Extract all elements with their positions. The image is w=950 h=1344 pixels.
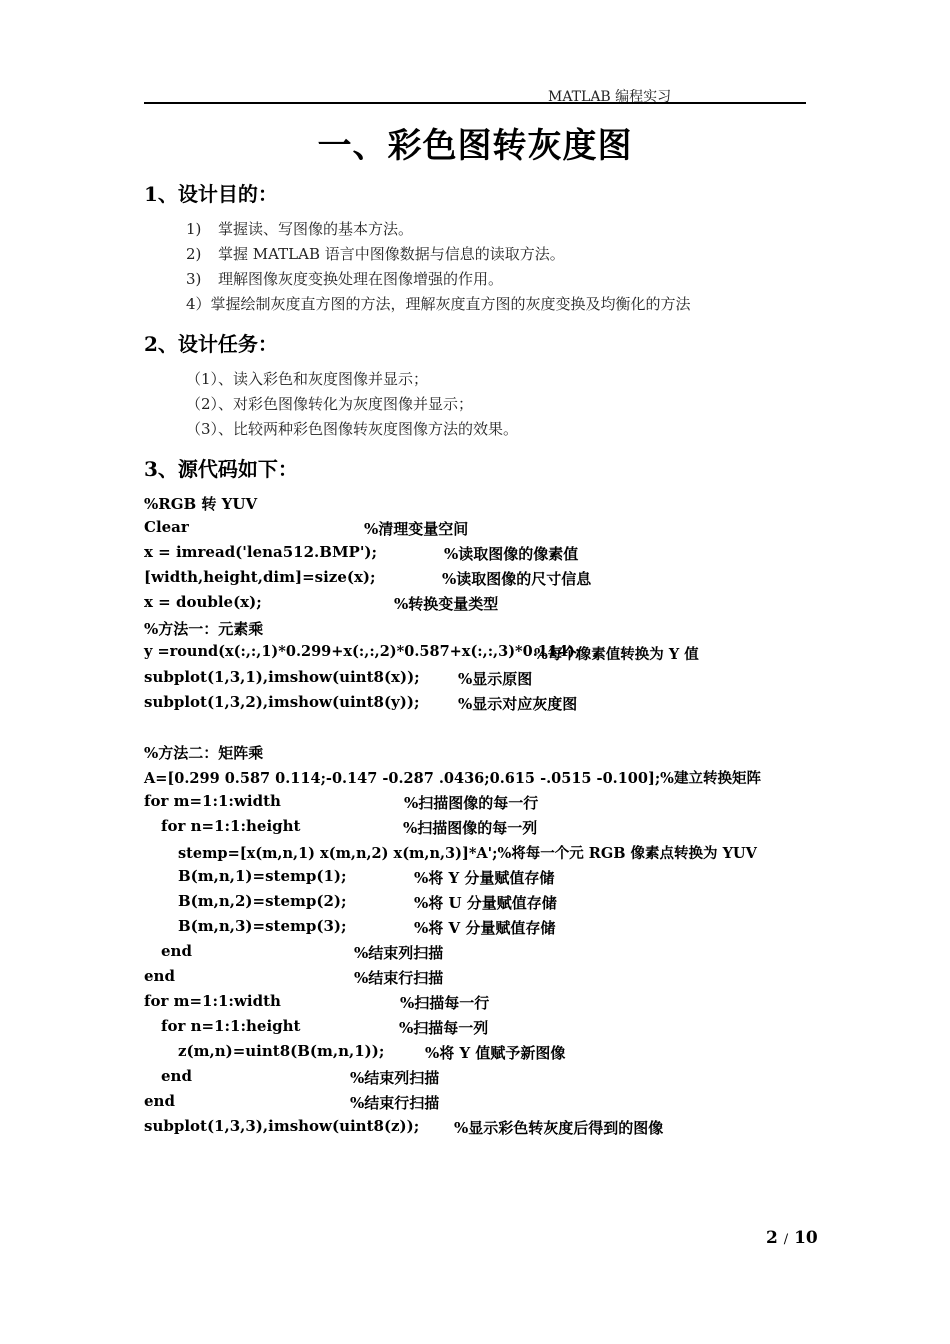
section-heading-source-code: 3、源代码如下： [144,457,298,481]
code-comment: %清理变量空间 [364,520,469,538]
list-item: （1）、读入彩色和灰度图像并显示； [186,370,429,388]
code-line: subplot(1,3,1),imshow(uint8(x)); [144,668,420,686]
code-line: Clear [144,518,189,536]
code-comment: %显示对应灰度图 [458,695,578,713]
code-comment: %将 Y 值赋予新图像 [425,1044,566,1062]
code-comment: %扫描每一行 [400,994,490,1012]
code-line: z(m,n)=uint8(B(m,n,1)); [178,1042,385,1060]
code-line: B(m,n,2)=stemp(2); [178,892,347,910]
code-line: B(m,n,3)=stemp(3); [178,917,347,935]
page-title: 一、彩色图转灰度图 [317,126,633,166]
code-line: for n=1:1:height [161,1017,301,1035]
code-comment: %结束行扫描 [354,969,444,987]
code-comment: %将 U 分量赋值存储 [414,894,557,912]
code-comment: %将 V 分量赋值存储 [414,919,556,937]
code-line: end [161,1067,192,1085]
code-line: for m=1:1:width [144,992,281,1010]
code-comment: %结束列扫描 [354,944,444,962]
code-line: y =round(x(:,:,1)*0.299+x(:,:,2)*0.587+x(:,:,3)*0.114); [144,643,581,660]
code-line: subplot(1,3,2),imshow(uint8(y)); [144,693,420,711]
list-item: 3) 理解图像灰度变换处理在图像增强的作用。 [186,270,504,288]
code-line: for n=1:1:height [161,817,301,835]
code-line: x = double(x); [144,593,262,611]
code-line: B(m,n,1)=stemp(1); [178,867,347,885]
code-comment: %结束行扫描 [350,1094,440,1112]
code-comment: %读取图像的像素值 [444,545,579,563]
section-heading-design-purpose: 1、设计目的： [144,182,278,206]
code-line: for m=1:1:width [144,792,281,810]
list-item: 4）掌握绘制灰度直方图的方法，理解灰度直方图的灰度变换及均衡化的方法 [186,295,691,313]
code-line: x = imread('lena512.BMP'); [144,543,378,561]
code-comment: %读取图像的尺寸信息 [442,570,592,588]
code-comment: %扫描图像的每一列 [403,819,538,837]
page-number: 2 / 10 [766,1228,818,1248]
list-item: （2）、对彩色图像转化为灰度图像并显示； [186,395,474,413]
code-comment: %扫描图像的每一行 [404,794,539,812]
code-comment: %显示原图 [458,670,533,688]
code-line: %方法一：元素乘 [144,620,264,638]
code-line: [width,height,dim]=size(x); [144,568,376,586]
code-comment: %每个像素值转换为 Y 值 [534,646,699,663]
list-item: 1) 掌握读、写图像的基本方法。 [186,220,414,238]
code-line: end [161,942,192,960]
code-comment: %将 Y 分量赋值存储 [414,869,555,887]
code-line: end [144,1092,175,1110]
code-line: %方法二：矩阵乘 [144,744,264,762]
code-line: subplot(1,3,3),imshow(uint8(z)); [144,1117,420,1135]
page-header: MATLAB 编程实习 [548,89,672,105]
code-comment: %扫描每一列 [399,1019,489,1037]
list-item: （3）、比较两种彩色图像转灰度图像方法的效果。 [186,420,519,438]
code-line: A=[0.299 0.587 0.114;-0.147 -0.287 .0436;0.615 -.0515 -0.100];%建立转换矩阵 [144,770,761,787]
section-heading-design-task: 2、设计任务： [144,332,278,356]
code-comment: %结束列扫描 [350,1069,440,1087]
code-line: stemp=[x(m,n,1) x(m,n,2) x(m,n,3)]*A';%将每一个元 RGB 像素点转换为 YUV [178,845,757,862]
code-comment: %转换变量类型 [394,595,499,613]
header-rule [144,102,806,104]
list-item: 2) 掌握 MATLAB 语言中图像数据与信息的读取方法。 [186,245,565,263]
code-comment: %显示彩色转灰度后得到的图像 [454,1119,664,1137]
code-line: %RGB 转 YUV [144,495,258,513]
code-line: end [144,967,175,985]
